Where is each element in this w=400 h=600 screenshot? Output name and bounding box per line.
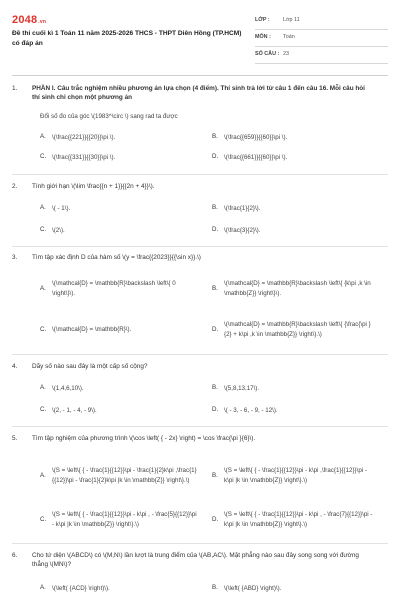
option-c[interactable] [40,226,200,236]
option-label: C. [40,226,47,233]
meta-value: Toán [283,34,295,41]
option-c[interactable] [40,153,200,163]
question-number: 2. [12,183,18,190]
option-text: \(1,4,6,10\). [52,385,84,392]
question-text: Cho tứ diện \(ABCD\) có \(M,N\) lần lượt là trung điểm của \(AB,AC\). Mặt phẳng nào sau đây song song với đường thẳng \(MN\)? [32,552,359,569]
option-text: \(5,8,13,17\). [224,385,260,392]
option-text: \(S = \left\{ { - \frac{1}{{12}}\pi - k\pi ,\frac{1}{{12}}\pi - k\pi |k \in \mathbb{Z}} \right\}.\) [224,467,367,484]
header-divider [12,75,388,76]
exam-title: Đề thi cuối kì 1 Toán 11 năm 2025-2026 THCS - THPT Diên Hồng (TP.HCM) có đáp án [12,30,242,47]
option-text: \(\frac{{661}}{{60}}\pi \). [224,154,288,161]
option-d[interactable] [212,310,377,350]
exam-meta [255,13,388,64]
option-label: C. [40,515,47,523]
option-text: \(S = \left\{ { - \frac{1}{{12}}\pi - k\pi , - \frac{5}{{12}}\pi - k\pi |k \in \mathbb{Z}} \right\}.\) [52,511,197,528]
question-divider [12,543,388,544]
option-label: A. [40,133,46,140]
question-number: 1. [12,85,18,92]
option-label: A. [40,284,46,292]
option-label: B. [212,471,218,479]
question-number: 5. [12,435,18,442]
option-b[interactable] [212,455,377,497]
option-text: \(2\). [52,227,65,234]
option-text: \(\left( {ABD} \right)\). [224,585,282,592]
option-b[interactable] [212,204,372,214]
question-text: Dãy số nào sau đây là một cấp số cộng? [32,363,148,370]
option-a[interactable] [40,384,200,394]
meta-row-class [255,13,388,30]
option-text: \(\frac{{221}}{{20}}\pi \). [52,134,116,141]
logo-text: 2048 [12,14,38,26]
option-label: B. [212,204,218,211]
option-text: \(\mathcal{D} = \mathbb{R}\backslash \left\{ 0 \right\}\). [52,280,176,297]
question-number: 6. [12,552,18,559]
meta-key: SỐ CÂU : [255,51,280,58]
option-label: C. [40,406,47,413]
meta-key: LỚP : [255,17,270,24]
option-label: B. [212,584,218,591]
option-text: \(2, - 1, - 4, - 9\). [52,407,97,414]
option-b[interactable] [212,133,372,143]
option-a[interactable] [40,204,200,214]
question-divider [12,174,388,175]
option-label: A. [40,204,46,211]
question-subtext: Đổi số đo của góc \(1983^\circ \) sang rad ta được [40,113,178,120]
option-label: A. [40,384,46,391]
option-label: D. [212,325,219,333]
option-label: B. [212,133,218,140]
question-text: Tìm tập nghiệm của phương trình \(\cos \left( { - 2x} \right) = \cos \frac{\pi }{6}\). [32,435,256,442]
question-number: 4. [12,363,18,370]
option-a[interactable] [40,133,200,143]
option-text: \(\mathcal{D} = \mathbb{R}\). [52,326,132,334]
option-b[interactable] [212,274,377,304]
question-divider [12,426,388,427]
option-text: \( - 3, - 6, - 9, - 12\). [224,407,278,414]
option-text: \(S = \left\{ { - \frac{1}{{12}}\pi - \frac{1}{2}k\pi ,\frac{1}{{12}}\pi - \frac{1}{2}k\pi |k \in \mathbb{Z}} \right\}.\) [52,467,197,484]
option-d[interactable] [212,502,377,538]
meta-value: 23 [283,51,289,58]
meta-row-subject [255,30,388,47]
option-label: A. [40,471,46,479]
question-text: Tìm tập xác định D của hàm số \(y = \frac{{2023}}{{\sin x}}.\) [32,254,201,261]
question-text: PHẦN I. Câu trắc nghiệm nhiều phương án lựa chọn (4 điểm). Thí sinh trả lời từ câu 1 đến câu 16. Mỗi câu hỏi thí sinh chỉ chọn một phương án [32,85,365,102]
option-text: \(\frac{{659}}{{60}}\pi \). [224,134,288,141]
option-text: \(\mathcal{D} = \mathbb{R}\backslash \left\{ {\frac{\pi }{2} + k\pi ,k \in \mathbb{Z}} \right\}.\) [224,321,371,338]
option-b[interactable] [212,384,372,394]
option-label: D. [212,153,219,160]
option-text: \( - 1\). [52,205,71,212]
question-divider [12,246,388,247]
meta-key: MÔN : [255,34,271,41]
option-text: \(S = \left\{ { - \frac{1}{{12}}\pi - k\pi , - \frac{7}{{12}}\pi - k\pi |k \in \mathbb{Z}} \right\}.\) [224,511,373,528]
meta-value: Lớp 11 [283,17,300,24]
option-label: B. [212,384,218,391]
option-label: C. [40,153,47,160]
logo-domain: .vn [38,19,47,25]
option-label: C. [40,325,47,333]
option-text: \(\frac{3}{2}\). [224,227,261,234]
option-label: B. [212,284,218,292]
page-header [0,0,400,70]
option-label: D. [212,515,219,523]
question-number: 3. [12,254,18,261]
option-a[interactable] [40,584,200,594]
option-d[interactable] [212,153,372,163]
option-c[interactable] [40,406,200,416]
option-text: \(\frac{1}{2}\). [224,205,261,212]
option-b[interactable] [212,584,372,594]
question-text: Tính giới hạn \(\lim \frac{{n + 1}}{{2n + 4}}\). [32,183,155,190]
option-text: \(\frac{{331}}{{30}}\pi \). [52,154,116,161]
option-a[interactable] [40,455,200,497]
question-divider [12,354,388,355]
option-d[interactable] [212,226,372,236]
option-label: A. [40,584,46,591]
option-label: D. [212,226,219,233]
option-c[interactable] [40,310,200,350]
site-logo[interactable] [12,13,46,29]
option-label: D. [212,406,219,413]
option-d[interactable] [212,406,372,416]
option-c[interactable] [40,502,200,538]
option-a[interactable] [40,274,200,304]
option-text: \(\mathcal{D} = \mathbb{R}\backslash \left\{ {k\pi ,k \in \mathbb{Z}} \right\}\). [224,280,371,297]
meta-row-count [255,47,388,64]
option-text: \(\left( {ACD} \right)\). [52,585,110,592]
